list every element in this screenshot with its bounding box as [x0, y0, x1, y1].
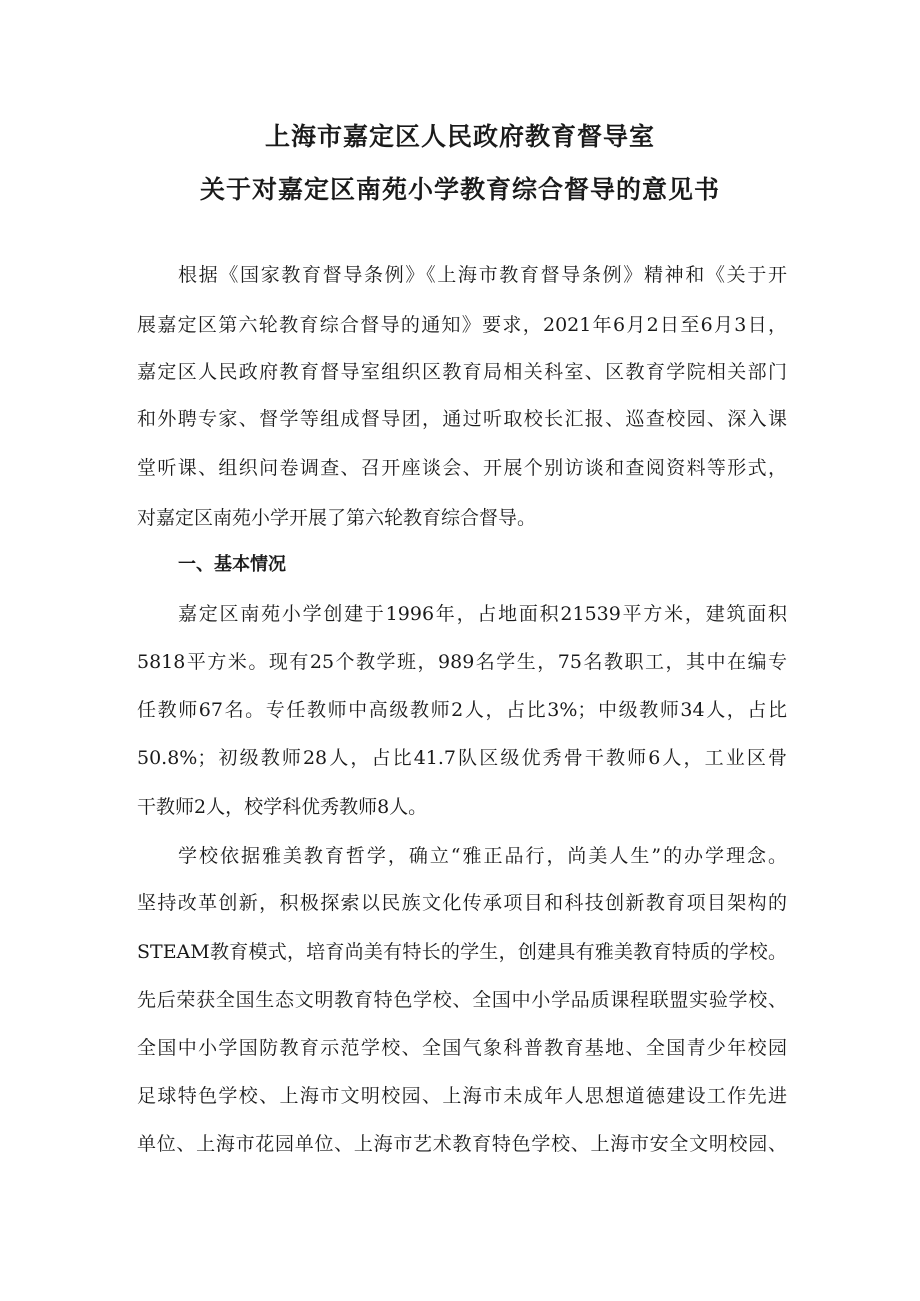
paragraph-1-line: 展嘉定区第六轮教育综合督导的通知》要求，2021年6月2日至6月3日， — [137, 314, 787, 336]
paragraph-2-line: 干教师2人，校学科优秀教师8人。 — [137, 796, 428, 818]
paragraph-1-line: 和外聘专家、督学等组成督导团，通过听取校长汇报、巡查校园、深入课 — [137, 408, 787, 430]
paragraph-2-line: 5818平方米。现有25个教学班，989名学生，75名教职工，其中在编专 — [137, 651, 787, 673]
paragraph-3-line: 足球特色学校、上海市文明校园、上海市未成年人思想道德建设工作先进 — [137, 1085, 787, 1107]
document-title-line-1: 上海市嘉定区人民政府教育督导室 — [264, 122, 655, 151]
paragraph-3-line: 坚持改革创新，积极探索以民族文化传承项目和科技创新教育项目架构的 — [137, 892, 787, 914]
paragraph-3-line: STEAM教育模式，培育尚美有特长的学生，创建具有雅美教育特质的学校。 — [137, 941, 787, 963]
section-heading-basic-info: 一、基本情况 — [178, 554, 286, 575]
document-title-line-2: 关于对嘉定区南苑小学教育综合督导的意见书 — [199, 175, 720, 204]
paragraph-2-line: 50.8%；初级教师28人，占比41.7队区级优秀骨干教师6人，工业区骨 — [137, 747, 787, 769]
paragraph-3-line: 单位、上海市花园单位、上海市艺术教育特色学校、上海市安全文明校园、 — [137, 1133, 787, 1155]
paragraph-1-line: 嘉定区人民政府教育督导室组织区教育局相关科室、区教育学院相关部门 — [137, 361, 787, 383]
paragraph-1-line: 堂听课、组织问卷调查、召开座谈会、开展个别访谈和查阅资料等形式， — [137, 457, 787, 479]
paragraph-3-line: 全国中小学国防教育示范学校、全国气象科普教育基地、全国青少年校园 — [137, 1037, 787, 1059]
paragraph-1-line: 根据《国家教育督导条例》《上海市教育督导条例》精神和《关于开 — [178, 264, 787, 286]
paragraph-1-line: 对嘉定区南苑小学开展了第六轮教育综合督导。 — [137, 507, 537, 529]
paragraph-2-line: 嘉定区南苑小学创建于1996年，占地面积21539平方米，建筑面积 — [178, 603, 787, 625]
paragraph-3-line: 先后荣获全国生态文明教育特色学校、全国中小学品质课程联盟实验学校、 — [137, 989, 787, 1011]
paragraph-2-line: 任教师67名。专任教师中高级教师2人，占比3%；中级教师34人，占比 — [137, 699, 787, 721]
paragraph-3-line: 学校依据雅美教育哲学，确立“雅正品行，尚美人生”的办学理念。 — [178, 845, 787, 867]
